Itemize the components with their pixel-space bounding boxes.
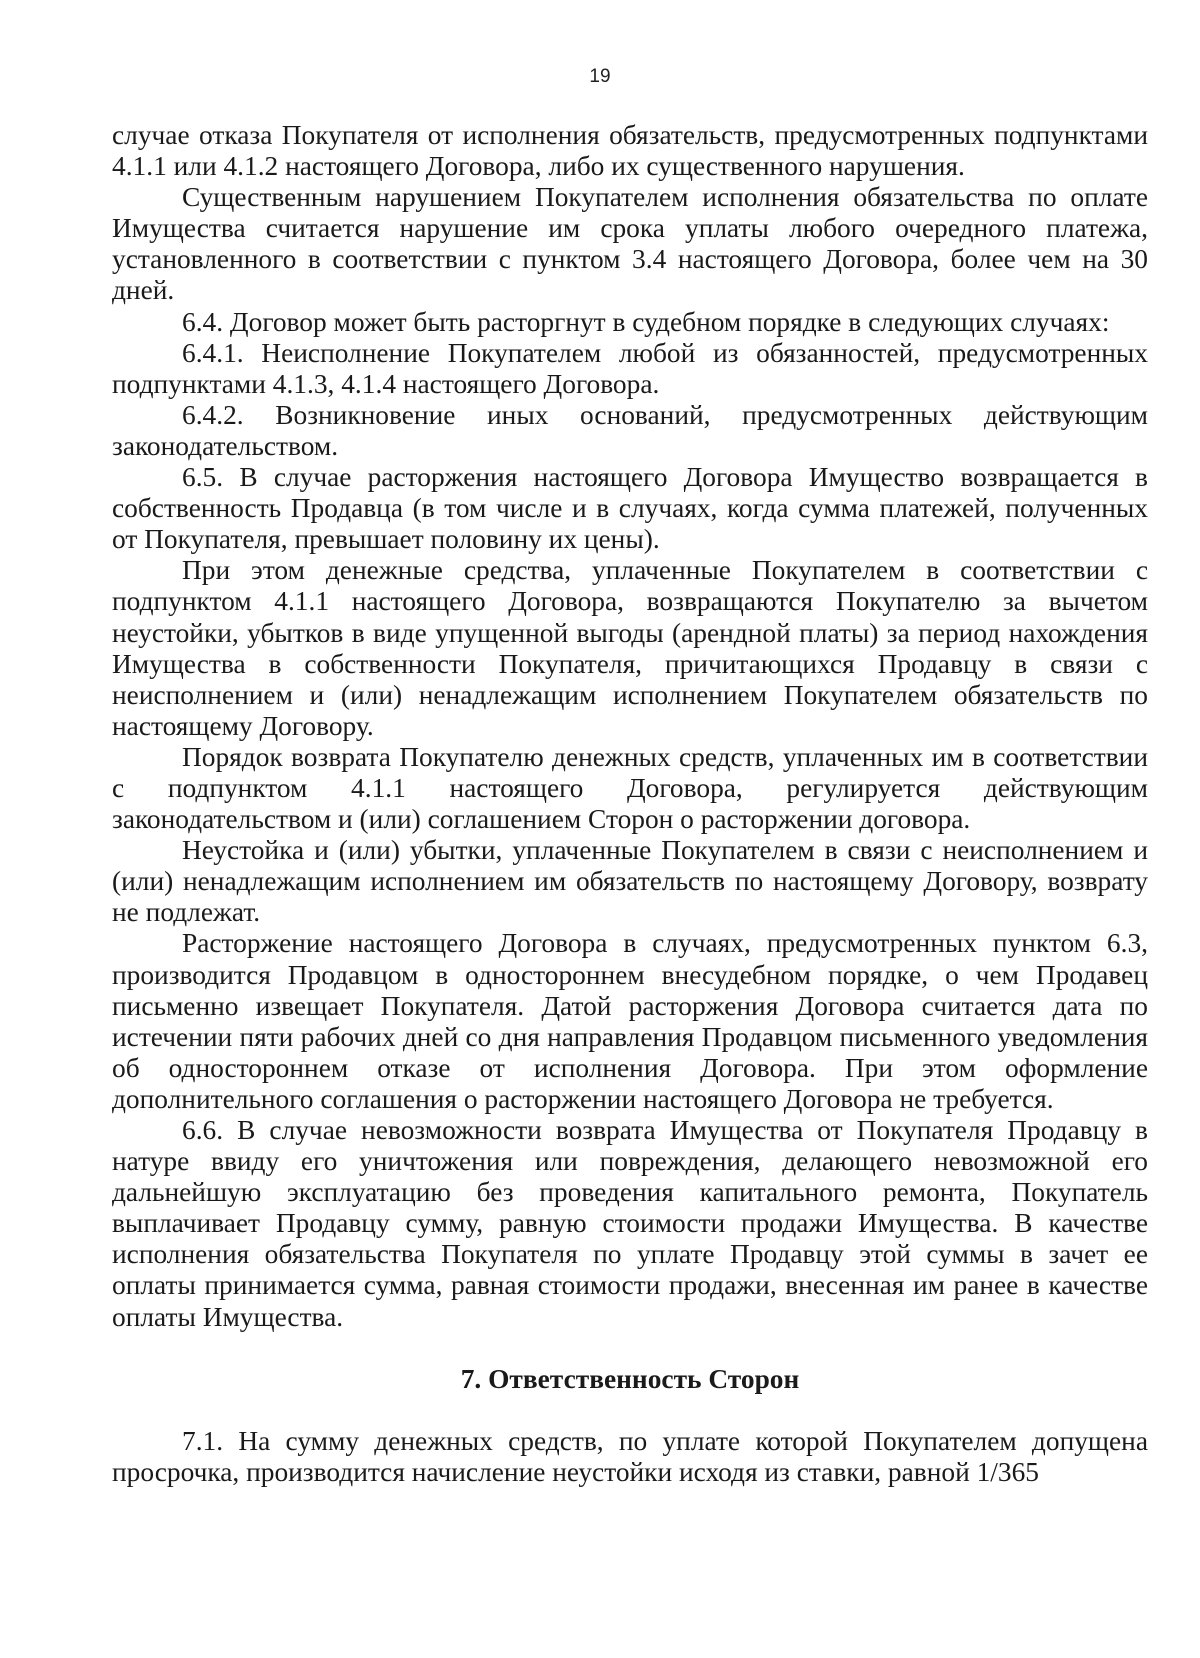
- section-heading-7: 7. Ответственность Сторон: [460, 1363, 800, 1394]
- clause-6-4-2: 6.4.2. Возникновение иных оснований, предусмотренных действующим законодательством.: [112, 399, 1148, 461]
- paragraph-material-breach: Существенным нарушением Покупателем исполнения обязательства по оплате Имущества считается нарушение им срока уплаты любого очередного платежа, установленного в соответствии с пунктом 3.4 настоящего Договора, более чем на 30 дней.: [112, 182, 1148, 306]
- clause-6-4: 6.4. Договор может быть расторгнут в судебном порядке в следующих случаях:: [182, 306, 1110, 337]
- page-number: 19: [589, 66, 611, 87]
- paragraph-refund-procedure: Порядок возврата Покупателю денежных средств, уплаченных им в соответствии с подпунктом 4.1.1 настоящего Договора, регулируется действующим законодательством и (или) соглашением Сторон о расторжении договора.: [112, 741, 1148, 835]
- paragraph-continuation: случае отказа Покупателя от исполнения обязательств, предусмотренных подпунктами 4.1.1 или 4.1.2 настоящего Договора, либо их существенного нарушения.: [112, 120, 1148, 182]
- clause-6-5: 6.5. В случае расторжения настоящего Договора Имущество возвращается в собственность Продавца (в том числе и в случаях, когда сумма платежей, полученных от Покупателя, превышает половину их цены).: [112, 462, 1148, 555]
- paragraph-penalty-non-refundable: Неустойка и (или) убытки, уплаченные Покупателем в связи с неисполнением и (или) ненадлежащим исполнением им обязательств по настоящему Договору, возврату не подлежат.: [112, 835, 1148, 928]
- paragraph-unilateral-termination: Расторжение настоящего Договора в случаях, предусмотренных пунктом 6.3, производится Продавцом в одностороннем внесудебном порядке, о чем Продавец письменно извещает Покупателя. Датой расторжения Договора считается дата по истечении пяти рабочих дней со дня направления Продавцом письменного уведомления об одностороннем отказе от исполнения Договора. При этом оформление дополнительного соглашения о расторжении настоящего Договора не требуется.: [112, 928, 1148, 1114]
- clause-7-1: 7.1. На сумму денежных средств, по уплате которой Покупателем допущена просрочка, производится начисление неустойки исходя из ставки, равной 1/365: [112, 1425, 1148, 1487]
- document-body: [112, 120, 1148, 1488]
- paragraph-refund-deductions: При этом денежные средства, уплаченные Покупателем в соответствии с подпунктом 4.1.1 настоящего Договора, возвращаются Покупателю за вычетом неустойки, убытков в виде упущенной выгоды (арендной платы) за период нахождения Имущества в собственности Покупателя, причитающихся Продавцу в связи с неисполнением и (или) ненадлежащим исполнением Покупателем обязательств по настоящему Договору.: [112, 555, 1148, 741]
- clause-6-6: 6.6. В случае невозможности возврата Имущества от Покупателя Продавцу в натуре ввиду его уничтожения или повреждения, делающего невозможной его дальнейшую эксплуатацию без проведения капитального ремонта, Покупатель выплачивает Продавцу сумму, равную стоимости продажи Имущества. В качестве исполнения обязательства Покупателя по уплате Продавцу этой суммы в зачет ее оплаты принимается сумма, равная стоимости продажи, внесенная им ранее в качестве оплаты Имущества.: [112, 1115, 1148, 1332]
- clause-6-4-1: 6.4.1. Неисполнение Покупателем любой из обязанностей, предусмотренных подпунктами 4.1.3, 4.1.4 настоящего Договора.: [112, 337, 1148, 399]
